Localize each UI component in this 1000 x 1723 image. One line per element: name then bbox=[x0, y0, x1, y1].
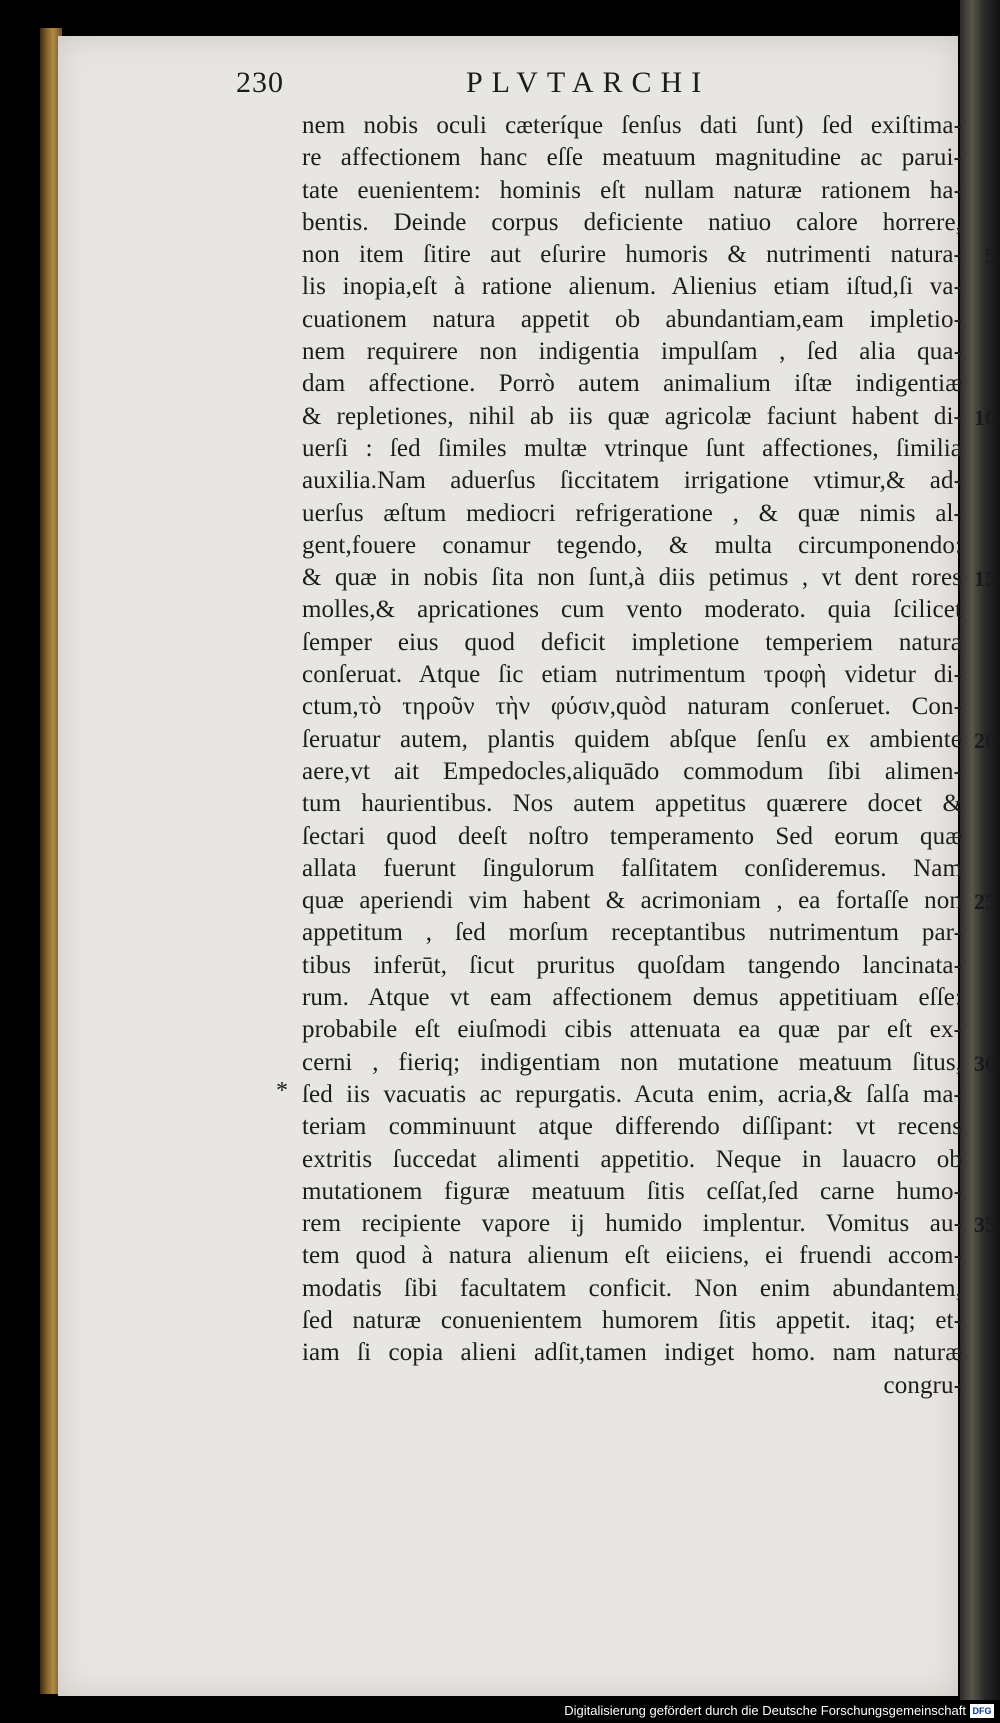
text-line: uerſus æſtum mediocri refrigeratione , & quæ nimis al- bbox=[302, 499, 962, 527]
text-line: dam affectione. Porrò autem animalium iſtæ indigentiæ bbox=[302, 370, 962, 398]
text-line: ctum,τὸ τηροῦν τὴν φύσιν,quòd naturam conſeruet. Con- bbox=[302, 693, 962, 721]
footer-bar bbox=[0, 1700, 1000, 1723]
text-line: tum haurientibus. Nos autem appetitus quærere docet & bbox=[302, 790, 962, 818]
running-head: PLVTARCHI bbox=[466, 66, 711, 99]
margin-line-number: 25 bbox=[974, 889, 996, 915]
text-line: probabile eſt eiuſmodi cibis attenuata ea quæ par eſt ex- bbox=[302, 1016, 962, 1044]
text-line: & repletiones, nihil ab iis quæ agricolæ faciunt habent di- bbox=[302, 402, 962, 430]
margin-line-number: 20 bbox=[974, 727, 996, 753]
text-line: ſectari quod deeſt noſtro temperamento Sed eorum quæ bbox=[302, 822, 962, 850]
text-line: bentis. Deinde corpus deficiente natiuo calore horrere, bbox=[302, 208, 962, 236]
text-line: nem nobis oculi cæteríque ſenſus dati ſunt) ſed exiſtima- bbox=[302, 112, 962, 139]
text-line: ſed iis vacuatis ac repurgatis. Acuta enim, acria,& ſalſa ma- bbox=[302, 1080, 962, 1108]
text-line: rum. Atque vt eam affectionem demus appetitiuam eſſe: bbox=[302, 984, 962, 1012]
text-line: cuationem natura appetit ob abundantiam,eam impletio- bbox=[302, 305, 962, 333]
text-line: re affectionem hanc eſſe meatuum magnitudine ac parui- bbox=[302, 144, 962, 172]
text-line: ſemper eius quod deficit impletione temperiem natura bbox=[302, 628, 962, 656]
dfg-logo: DFG bbox=[970, 1704, 994, 1718]
text-line: ſeruatur autem, plantis quidem abſque ſenſu ex ambiente bbox=[302, 725, 962, 753]
text-line: non item ſitire aut eſurire humoris & nutrimenti natura- bbox=[302, 241, 962, 269]
margin-asterisk: * bbox=[276, 1078, 288, 1104]
text-line: allata fuerunt ſingulorum falſitatem conſideremus. Nam bbox=[302, 854, 962, 882]
text-line: congru- bbox=[883, 1371, 962, 1399]
page-number: 230 bbox=[236, 66, 284, 99]
page-header bbox=[236, 62, 776, 102]
text-line: conſeruat. Atque ſic etiam nutrimentum τροφὴ videtur di- bbox=[302, 661, 962, 689]
margin-line-number: 5 bbox=[985, 243, 996, 269]
margin-line-number: 15 bbox=[974, 566, 996, 592]
text-line: ſed naturæ conuenientem humorem ſitis appetit. itaq; et- bbox=[302, 1306, 962, 1334]
text-line: extritis ſuccedat alimenti appetitio. Neque in lauacro ob bbox=[302, 1145, 962, 1173]
text-line: lis inopia,eſt à ratione alienum. Alienius etiam iſtud,ſi va- bbox=[302, 273, 962, 301]
text-line: & quæ in nobis ſita non ſunt,à diis petimus , vt dent rores bbox=[302, 564, 962, 592]
text-line: molles,& apricationes cum vento moderato. quia ſcilicet bbox=[302, 596, 962, 624]
text-line: rem recipiente vapore ij humido implentur. Vomitus au- bbox=[302, 1210, 962, 1238]
text-line: gent,fouere conamur tegendo, & multa circumponendo: bbox=[302, 531, 962, 559]
text-line: tate euenientem: hominis eſt nullam naturæ rationem ha- bbox=[302, 176, 962, 204]
text-line: teriam comminuunt atque differendo diſſipant: vt recens bbox=[302, 1113, 962, 1141]
text-line: quæ aperiendi vim habent & acrimoniam , ea fortaſſe non bbox=[302, 887, 962, 915]
text-line: aere,vt ait Empedocles,aliquādo commodum ſibi alimen- bbox=[302, 757, 962, 785]
footer-credit: Digitalisierung gefördert durch die Deutsche Forschungsgemeinschaft bbox=[564, 1703, 966, 1718]
body-text bbox=[302, 110, 962, 1402]
margin-line-number: 10 bbox=[974, 404, 996, 430]
margin-line-number: 30 bbox=[974, 1050, 996, 1076]
text-line: cerni , fieriq; indigentiam non mutatione meatuum ſitus, bbox=[302, 1048, 962, 1076]
text-line: auxilia.Nam aduerſus ſiccitatem irrigatione vtimur,& ad- bbox=[302, 467, 962, 495]
text-line: uerſi : ſed ſimiles multæ vtrinque ſunt affectiones, ſimilia bbox=[302, 434, 962, 462]
text-line: iam ſi copia alieni adſit,tamen indiget homo. nam naturæ bbox=[302, 1339, 962, 1367]
text-line: modatis ſibi facultatem conficit. Non enim abundantem, bbox=[302, 1274, 962, 1302]
text-line: nem requirere non indigentia impulſam , ſed alia qua- bbox=[302, 338, 962, 366]
text-line: appetitum , ſed morſum receptantibus nutrimentum par- bbox=[302, 919, 962, 947]
text-line: tibus inferūt, ſicut pruritus quoſdam tangendo lancinata- bbox=[302, 951, 962, 979]
text-line: mutationem figuræ meatuum ſitis ceſſat,ſed carne humo- bbox=[302, 1177, 962, 1205]
text-line: tem quod à natura alienum eſt eiiciens, ei fruendi accom- bbox=[302, 1242, 962, 1270]
margin-line-number: 35 bbox=[974, 1212, 996, 1238]
